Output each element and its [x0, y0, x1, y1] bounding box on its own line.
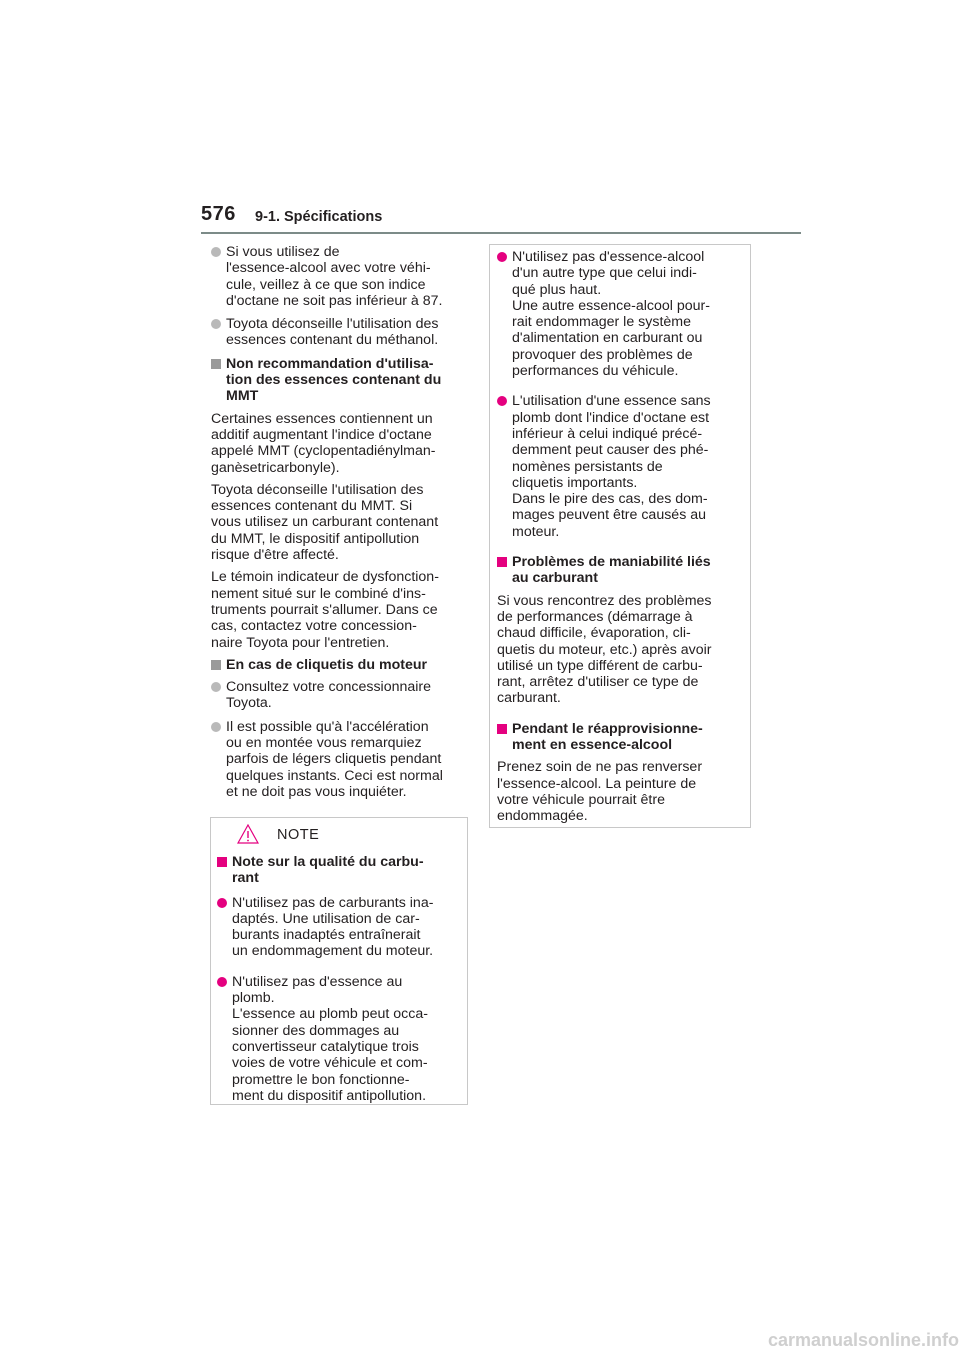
- watermark: carmanualsonline.info: [768, 1330, 960, 1350]
- text-line: inférieur à celui indiqué précé-: [512, 425, 703, 442]
- text-line: l'essence-alcool. La peinture de: [497, 775, 697, 792]
- text-line: chaud difficile, évaporation, cli-: [497, 625, 691, 642]
- text-line: tion des essences contenant du: [226, 372, 442, 389]
- text-line: d'alimentation en carburant ou: [512, 330, 703, 347]
- text-line: ganèsetricarbonyle).: [211, 459, 340, 476]
- text-line: d'octane ne soit pas inférieur à 87.: [226, 292, 443, 309]
- page-number: 576: [201, 203, 236, 225]
- bullet-text: [226, 244, 471, 309]
- text-line: naire Toyota pour l'entretien.: [211, 634, 390, 651]
- text-line: risque d'être affecté.: [211, 547, 339, 564]
- warning-triangle-icon: [237, 824, 259, 844]
- note-body: [211, 854, 467, 1104]
- left-column: [211, 244, 471, 807]
- bullet-light-knocking: [211, 719, 471, 800]
- heading-mmt: [211, 356, 471, 405]
- text-line: truments pourrait s'allumer. Dans ce: [211, 601, 438, 618]
- paragraph-driveability: [497, 593, 743, 707]
- paragraph-mmt-warning-light: [211, 569, 471, 650]
- text-line: Note sur la qualité du carbu-: [232, 854, 424, 870]
- note-heading-fuel-quality: [217, 854, 460, 887]
- text-line: ment du dispositif antipollution.: [232, 1087, 427, 1104]
- right-note-box: [489, 244, 751, 828]
- bullet-text: [232, 974, 460, 1104]
- text-line: mages peuvent être causés au: [512, 507, 707, 524]
- heading-driveability: [497, 554, 743, 587]
- text-line: vous utilisez un carburant contenant: [211, 514, 439, 531]
- text-line: l'essence-alcool avec votre véhi-: [226, 260, 431, 277]
- text-line: rant, arrêtez d'utiliser ce type de: [497, 674, 699, 691]
- bullet-consult-dealer: [211, 679, 471, 712]
- heading-square-icon: [217, 857, 227, 867]
- text-line: Une autre essence-alcool pour-: [512, 297, 710, 314]
- text-line: Problèmes de maniabilité liés: [512, 554, 711, 571]
- bullet-text: [226, 719, 471, 800]
- note-header: [225, 824, 467, 846]
- text-line: moteur.: [512, 523, 560, 540]
- bullet-dot-icon: [497, 252, 507, 262]
- paragraph-refueling: [497, 759, 743, 824]
- text-line: quelques instants. Ceci est normal: [226, 767, 443, 784]
- bullet-text: [226, 316, 471, 349]
- text-line: votre véhicule pourrait être: [497, 791, 665, 808]
- text-line: plomb dont l'indice d'octane est: [512, 409, 710, 426]
- paragraph-mmt-intro: [211, 411, 471, 476]
- text-line: un endommagement du moteur.: [232, 943, 434, 960]
- note-box: [210, 817, 468, 1105]
- heading-text: [226, 356, 471, 405]
- text-line: ment en essence-alcool: [512, 737, 673, 754]
- text-line: qué plus haut.: [512, 281, 602, 298]
- text-line: rant: [232, 870, 259, 887]
- bullet-dot-icon: [211, 722, 221, 732]
- bullet-ethanol-octane: [211, 244, 471, 309]
- bullet-other-ethanol: [497, 249, 743, 379]
- text-line: Le témoin indicateur de dysfonction-: [211, 569, 439, 586]
- bullet-dot-icon: [211, 682, 221, 692]
- text-line: essences contenant du méthanol.: [226, 332, 439, 349]
- text-line: Non recommandation d'utilisa-: [226, 355, 434, 372]
- text-line: Prenez soin de ne pas renverser: [497, 759, 703, 776]
- text-line: ou en montée vous remarquiez: [226, 735, 422, 752]
- text-line: rait endommager le système: [512, 314, 691, 331]
- heading-square-icon: [211, 660, 221, 670]
- text-line: carburant.: [497, 690, 561, 707]
- text-line: convertisseur catalytique trois: [232, 1038, 419, 1055]
- note-bullet-leaded-fuel: [217, 974, 460, 1104]
- bullet-text: [226, 679, 471, 712]
- text-line: cas, contactez votre concession-: [211, 618, 417, 635]
- text-line: nement situé sur le combiné d'ins-: [211, 585, 426, 602]
- text-line: provoquer des problèmes de: [512, 346, 693, 363]
- text-line: Consultez votre concessionnaire: [226, 679, 432, 696]
- text-line: quetis du moteur, etc.) après avoir: [497, 641, 712, 658]
- text-line: performances du véhicule.: [512, 363, 679, 380]
- bullet-dot-icon: [497, 396, 507, 406]
- bullet-low-octane: [497, 393, 743, 540]
- note-bullet-unsuitable-fuel: [217, 895, 460, 960]
- text-line: N'utilisez pas d'essence au: [232, 973, 403, 990]
- text-line: Dans le pire des cas, des dom-: [512, 491, 708, 508]
- text-line: plomb.: [232, 990, 275, 1007]
- text-line: sionner des dommages au: [232, 1022, 400, 1039]
- note-label: NOTE: [277, 827, 320, 843]
- bullet-dot-icon: [211, 319, 221, 329]
- text-line: Toyota déconseille l'utilisation des: [211, 481, 424, 498]
- heading-text: [226, 657, 471, 673]
- bullet-dot-icon: [211, 247, 221, 257]
- heading-square-icon: [211, 359, 221, 369]
- text-line: demment peut causer des phé-: [512, 442, 709, 459]
- bullet-text: [232, 895, 460, 960]
- text-line: du MMT, le dispositif antipollution: [211, 530, 420, 547]
- text-line: Toyota déconseille l'utilisation des: [226, 316, 439, 333]
- text-line: Pendant le réapprovisionne-: [512, 720, 703, 737]
- text-line: d'un autre type que celui indi-: [512, 265, 697, 282]
- bullet-text: [512, 393, 743, 540]
- heading-text: [512, 554, 743, 587]
- text-line: cule, veillez à ce que son indice: [226, 276, 426, 293]
- text-line: En cas de cliquetis du moteur: [226, 656, 428, 673]
- heading-knocking: [211, 657, 471, 673]
- text-line: appelé MMT (cyclopentadiénylman-: [211, 443, 436, 460]
- text-line: additif augmentant l'indice d'octane: [211, 426, 432, 443]
- bullet-dot-icon: [217, 898, 227, 908]
- section-title: 9-1. Spécifications: [255, 209, 383, 225]
- text-line: Il est possible qu'à l'accélération: [226, 718, 429, 735]
- paragraph-mmt-advice: [211, 482, 471, 563]
- text-line: L'utilisation d'une essence sans: [512, 393, 711, 410]
- text-line: daptés. Une utilisation de car-: [232, 910, 420, 927]
- heading-refueling: [497, 721, 743, 754]
- text-line: cliquetis importants.: [512, 474, 638, 491]
- text-line: au carburant: [512, 570, 598, 587]
- bullet-dot-icon: [217, 977, 227, 987]
- text-line: N'utilisez pas de carburants ina-: [232, 894, 434, 911]
- bullet-text: [512, 249, 743, 379]
- text-line: essences contenant du MMT. Si: [211, 498, 413, 515]
- heading-text: [232, 854, 460, 887]
- text-line: L'essence au plomb peut occa-: [232, 1006, 428, 1023]
- text-line: voies de votre véhicule et com-: [232, 1055, 428, 1072]
- text-line: Si vous utilisez de: [226, 244, 340, 260]
- text-line: de performances (démarrage à: [497, 608, 693, 625]
- text-line: Toyota.: [226, 695, 272, 712]
- text-line: N'utilisez pas d'essence-alcool: [512, 249, 705, 265]
- text-line: promettre le bon fonctionne-: [232, 1071, 410, 1088]
- heading-square-icon: [497, 557, 507, 567]
- text-line: nomènes persistants de: [512, 458, 663, 475]
- heading-square-icon: [497, 724, 507, 734]
- header-rule: [201, 232, 801, 234]
- text-line: Certaines essences contiennent un: [211, 410, 433, 427]
- bullet-methanol: [211, 316, 471, 349]
- text-line: endommagée.: [497, 808, 588, 825]
- text-line: MMT: [226, 388, 259, 405]
- text-line: parfois de légers cliquetis pendant: [226, 751, 442, 768]
- text-line: Si vous rencontrez des problèmes: [497, 592, 712, 609]
- heading-text: [512, 721, 743, 754]
- text-line: et ne doit pas vous inquiéter.: [226, 783, 407, 800]
- text-line: utilisé un type différent de carbu-: [497, 657, 703, 674]
- text-line: burants inadaptés entraînerait: [232, 927, 421, 944]
